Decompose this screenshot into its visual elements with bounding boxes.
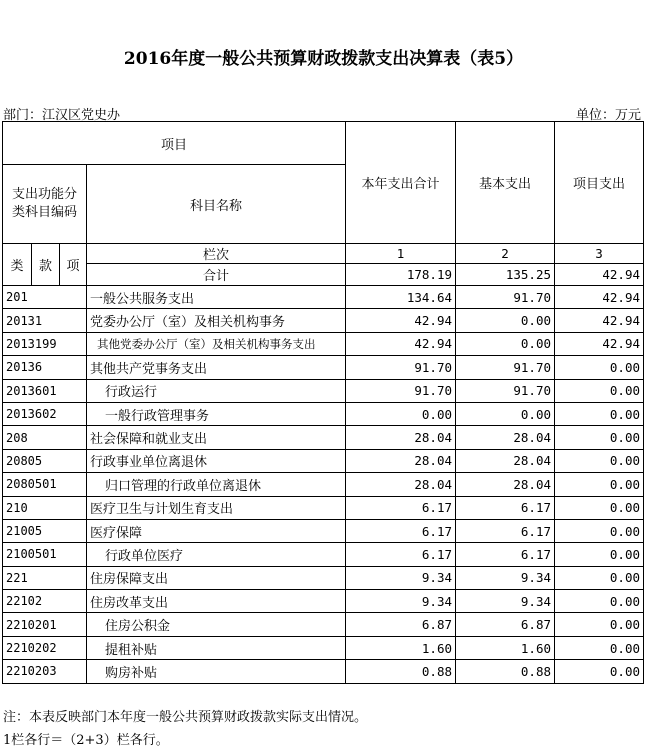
header-item: 项目 <box>3 122 346 165</box>
row-name: 行政运行 <box>87 379 346 402</box>
header-kuan: 款 <box>32 244 60 286</box>
row-name: 行政事业单位离退休 <box>87 449 346 472</box>
row-basic: 0.88 <box>456 660 555 683</box>
row-project: 0.00 <box>555 566 644 589</box>
row-project: 0.00 <box>555 496 644 519</box>
row-project: 0.00 <box>555 590 644 613</box>
row-code: 208 <box>3 426 87 449</box>
total-total: 178.19 <box>346 264 456 286</box>
row-code: 2210202 <box>3 636 87 659</box>
row-code: 201 <box>3 286 87 309</box>
row-project: 0.00 <box>555 660 644 683</box>
row-total: 1.60 <box>346 636 456 659</box>
row-project: 42.94 <box>555 286 644 309</box>
table-row <box>3 636 644 659</box>
header-name: 科目名称 <box>87 165 346 244</box>
row-project: 0.00 <box>555 636 644 659</box>
table-row <box>3 613 644 636</box>
row-project: 0.00 <box>555 449 644 472</box>
row-code: 2210201 <box>3 613 87 636</box>
total-label: 合计 <box>87 264 346 286</box>
row-project: 42.94 <box>555 309 644 332</box>
row-basic: 0.00 <box>456 332 555 355</box>
row-code: 2013602 <box>3 402 87 425</box>
row-total: 134.64 <box>346 286 456 309</box>
row-total: 6.17 <box>346 496 456 519</box>
col-number-3: 3 <box>555 244 644 264</box>
table-row <box>3 566 644 589</box>
note-line-1: 注：本表反映部门本年度一般公共预算财政拨款实际支出情况。 <box>3 710 368 725</box>
row-code: 2100501 <box>3 543 87 566</box>
row-name: 医疗保障 <box>87 519 346 542</box>
row-name: 党委办公厅（室）及相关机构事务 <box>87 309 346 332</box>
header-code: 支出功能分类科目编码 <box>3 165 87 244</box>
row-code: 2080501 <box>3 473 87 496</box>
header-lanci: 栏次 <box>87 244 346 264</box>
table-row <box>3 426 644 449</box>
row-code: 2013199 <box>3 332 87 355</box>
row-name: 行政单位医疗 <box>87 543 346 566</box>
row-total: 0.00 <box>346 402 456 425</box>
row-basic: 6.17 <box>456 496 555 519</box>
row-basic: 28.04 <box>456 426 555 449</box>
col-number-1: 1 <box>346 244 456 264</box>
table-row <box>3 660 644 683</box>
row-name: 住房保障支出 <box>87 566 346 589</box>
row-name: 住房改革支出 <box>87 590 346 613</box>
row-name: 一般公共服务支出 <box>87 286 346 309</box>
row-name: 提租补贴 <box>87 636 346 659</box>
row-total: 28.04 <box>346 426 456 449</box>
row-basic: 1.60 <box>456 636 555 659</box>
row-project: 42.94 <box>555 332 644 355</box>
row-total: 42.94 <box>346 332 456 355</box>
table-row <box>3 402 644 425</box>
row-project: 0.00 <box>555 356 644 379</box>
row-name: 住房公积金 <box>87 613 346 636</box>
row-name: 归口管理的行政单位离退休 <box>87 473 346 496</box>
row-basic: 6.17 <box>456 543 555 566</box>
row-total: 42.94 <box>346 309 456 332</box>
row-total: 0.88 <box>346 660 456 683</box>
table-row <box>3 590 644 613</box>
row-basic: 0.00 <box>456 309 555 332</box>
table-row <box>3 449 644 472</box>
row-code: 22102 <box>3 590 87 613</box>
row-project: 0.00 <box>555 543 644 566</box>
row-total: 91.70 <box>346 356 456 379</box>
row-basic: 91.70 <box>456 379 555 402</box>
row-code: 2210203 <box>3 660 87 683</box>
row-total: 6.17 <box>346 543 456 566</box>
row-code: 2013601 <box>3 379 87 402</box>
header-total: 本年支出合计 <box>346 122 456 244</box>
row-name: 其他党委办公厅（室）及相关机构事务支出 <box>87 332 346 355</box>
row-code: 20805 <box>3 449 87 472</box>
table-row <box>3 473 644 496</box>
header-project: 项目支出 <box>555 122 644 244</box>
row-basic: 9.34 <box>456 590 555 613</box>
row-total: 6.87 <box>346 613 456 636</box>
row-code: 210 <box>3 496 87 519</box>
row-code: 21005 <box>3 519 87 542</box>
row-basic: 28.04 <box>456 449 555 472</box>
row-basic: 9.34 <box>456 566 555 589</box>
row-total: 91.70 <box>346 379 456 402</box>
row-name: 购房补贴 <box>87 660 346 683</box>
table-row <box>3 379 644 402</box>
department-label: 部门：江汉区党史办 <box>3 108 121 123</box>
row-code: 20131 <box>3 309 87 332</box>
row-total: 28.04 <box>346 473 456 496</box>
header-basic: 基本支出 <box>456 122 555 244</box>
row-total: 6.17 <box>346 519 456 542</box>
row-basic: 91.70 <box>456 286 555 309</box>
table-row <box>3 519 644 542</box>
note-line-2: 1栏各行＝（2+3）栏各行。 <box>3 733 169 748</box>
table-row <box>3 356 644 379</box>
row-project: 0.00 <box>555 402 644 425</box>
table-row <box>3 332 644 355</box>
col-number-2: 2 <box>456 244 555 264</box>
table-row <box>3 309 644 332</box>
row-total: 28.04 <box>346 449 456 472</box>
row-basic: 0.00 <box>456 402 555 425</box>
row-project: 0.00 <box>555 613 644 636</box>
table-row <box>3 286 644 309</box>
row-basic: 28.04 <box>456 473 555 496</box>
total-basic: 135.25 <box>456 264 555 286</box>
row-basic: 6.17 <box>456 519 555 542</box>
total-project: 42.94 <box>555 264 644 286</box>
row-total: 9.34 <box>346 566 456 589</box>
unit-label: 单位：万元 <box>575 108 641 123</box>
expenditure-table <box>2 121 644 684</box>
row-code: 20136 <box>3 356 87 379</box>
row-project: 0.00 <box>555 473 644 496</box>
row-code: 221 <box>3 566 87 589</box>
page-title: 2016年度一般公共预算财政拨款支出决算表（表5） <box>123 49 524 69</box>
row-name: 一般行政管理事务 <box>87 402 346 425</box>
table-row <box>3 496 644 519</box>
row-basic: 6.87 <box>456 613 555 636</box>
row-basic: 91.70 <box>456 356 555 379</box>
row-name: 其他共产党事务支出 <box>87 356 346 379</box>
table-row <box>3 543 644 566</box>
header-xiang: 项 <box>60 244 87 286</box>
row-project: 0.00 <box>555 519 644 542</box>
row-name: 社会保障和就业支出 <box>87 426 346 449</box>
row-project: 0.00 <box>555 426 644 449</box>
header-lei: 类 <box>3 244 32 286</box>
row-name: 医疗卫生与计划生育支出 <box>87 496 346 519</box>
row-total: 9.34 <box>346 590 456 613</box>
row-project: 0.00 <box>555 379 644 402</box>
